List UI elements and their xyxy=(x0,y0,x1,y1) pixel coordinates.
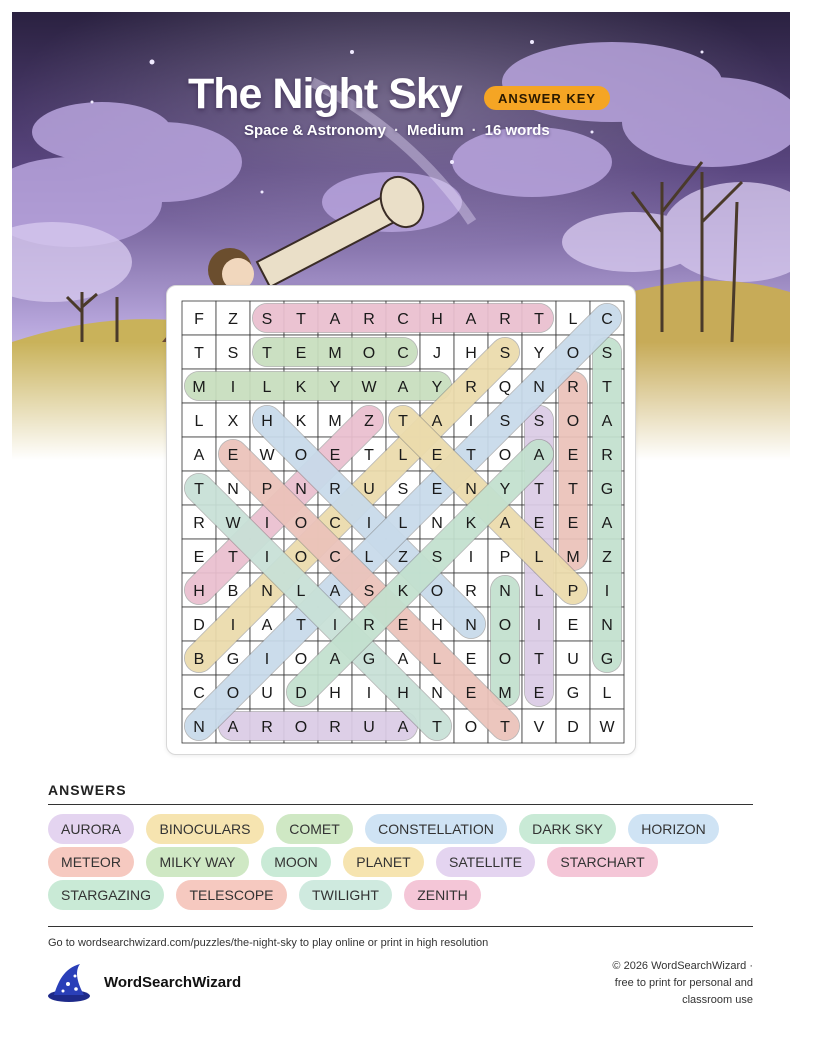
grid-letter: E xyxy=(431,447,443,464)
grid-letter: U xyxy=(261,685,273,702)
grid-letter: A xyxy=(227,719,239,736)
grid-letter: G xyxy=(600,481,614,498)
grid-letter: T xyxy=(568,481,578,498)
grid-letter: D xyxy=(193,617,205,634)
grid-letter: S xyxy=(499,413,511,430)
separator-dot: · xyxy=(393,122,399,139)
divider xyxy=(48,926,753,927)
grid-letter: O xyxy=(226,685,240,702)
grid-letter: H xyxy=(329,685,341,702)
copyright-line: free to print for personal and xyxy=(614,977,753,989)
grid-letter: I xyxy=(536,617,542,634)
wizard-hat-icon xyxy=(46,962,92,1004)
grid-letter: T xyxy=(466,447,476,464)
grid-letter: G xyxy=(566,685,580,702)
grid-letter: Q xyxy=(498,379,512,396)
grid-letter: H xyxy=(431,311,443,328)
grid-letter: C xyxy=(397,311,409,328)
grid-letter: E xyxy=(465,651,477,668)
grid-letter: A xyxy=(193,447,205,464)
grid-letter: T xyxy=(500,719,510,736)
grid-letter: E xyxy=(227,447,239,464)
grid-letter: N xyxy=(431,685,443,702)
grid-letter: M xyxy=(192,379,206,396)
grid-letter: Z xyxy=(364,413,374,430)
grid-letter: G xyxy=(226,651,240,668)
answer-key-badge: ANSWER KEY xyxy=(484,86,610,110)
puzzle-title: The Night Sky xyxy=(188,70,462,118)
grid-letter: R xyxy=(363,311,375,328)
grid-letter: P xyxy=(499,549,511,566)
grid-letter: N xyxy=(601,617,613,634)
answer-chip-planet: PLANET xyxy=(343,847,424,877)
grid-letter: O xyxy=(566,413,580,430)
grid-letter: O xyxy=(294,447,308,464)
answer-chip-satellite: SATELLITE xyxy=(436,847,535,877)
grid-letter: B xyxy=(227,583,239,600)
grid-letter: H xyxy=(465,345,477,362)
grid-letter: Z xyxy=(602,549,612,566)
grid-letter: L xyxy=(398,515,408,532)
grid-letter: E xyxy=(567,617,579,634)
difficulty-label: Medium xyxy=(406,122,464,139)
answer-chip-meteor: METEOR xyxy=(48,847,134,877)
grid-letter: L xyxy=(262,379,272,396)
grid-letter: C xyxy=(193,685,205,702)
grid-letter: T xyxy=(262,345,272,362)
word-count-label: 16 words xyxy=(484,122,550,139)
grid-letter: H xyxy=(431,617,443,634)
grid-letter: E xyxy=(533,685,545,702)
answer-chip-starchart: STARCHART xyxy=(547,847,658,877)
grid-letter: P xyxy=(567,583,579,600)
grid-letter: Y xyxy=(329,379,341,396)
copyright-notice xyxy=(553,958,753,1009)
grid-letter: R xyxy=(363,617,375,634)
grid-letter: T xyxy=(534,651,544,668)
grid-letter: T xyxy=(602,379,612,396)
grid-letter: A xyxy=(601,413,613,430)
grid-letter: A xyxy=(397,651,409,668)
answer-chip-binoculars: BINOCULARS xyxy=(146,814,264,844)
answer-chip-comet: COMET xyxy=(276,814,353,844)
grid-letter: J xyxy=(433,345,441,362)
grid-letter: N xyxy=(431,515,443,532)
grid-letter: T xyxy=(534,481,544,498)
grid-letter: O xyxy=(498,651,512,668)
grid-letter: P xyxy=(261,481,273,498)
answer-chip-twilight: TWILIGHT xyxy=(299,880,392,910)
word-search-grid xyxy=(167,286,635,754)
grid-letter: V xyxy=(533,719,545,736)
grid-letter: C xyxy=(329,549,341,566)
grid-letter: A xyxy=(261,617,273,634)
grid-letter: L xyxy=(534,549,544,566)
grid-letter: N xyxy=(193,719,205,736)
grid-letter: S xyxy=(227,345,239,362)
grid-letter: N xyxy=(499,583,511,600)
grid-letter: N xyxy=(295,481,307,498)
grid-letter: U xyxy=(363,481,375,498)
grid-letter: I xyxy=(264,515,270,532)
grid-letter: I xyxy=(468,549,474,566)
grid-letter: O xyxy=(430,583,444,600)
grid-letter: O xyxy=(498,617,512,634)
grid-letter: Z xyxy=(398,549,408,566)
grid-letter: I xyxy=(366,685,372,702)
grid-letter: I xyxy=(604,583,610,600)
grid-letter: L xyxy=(568,311,578,328)
copyright-line: classroom use xyxy=(682,994,753,1006)
grid-letter: I xyxy=(366,515,372,532)
grid-letter: R xyxy=(329,719,341,736)
grid-letter: O xyxy=(294,719,308,736)
grid-letter: E xyxy=(567,447,579,464)
grid-letter: O xyxy=(464,719,478,736)
grid-letter: X xyxy=(227,413,239,430)
grid-letter: T xyxy=(296,311,306,328)
grid-letter: E xyxy=(193,549,205,566)
grid-letter: Z xyxy=(228,311,238,328)
grid-letter: R xyxy=(329,481,341,498)
grid-letter: S xyxy=(363,583,375,600)
grid-letter: K xyxy=(465,515,477,532)
grid-letter: E xyxy=(465,685,477,702)
grid-letter: M xyxy=(328,413,342,430)
copyright-line: © 2026 WordSearchWizard · xyxy=(612,960,753,972)
grid-letter: A xyxy=(465,311,477,328)
grid-letter: H xyxy=(397,685,409,702)
grid-letter: Y xyxy=(431,379,443,396)
answer-chip-stargazing: STARGAZING xyxy=(48,880,164,910)
grid-letter: R xyxy=(567,379,579,396)
grid-letter: N xyxy=(465,481,477,498)
grid-letter: O xyxy=(294,651,308,668)
grid-letter: R xyxy=(193,515,205,532)
answer-chip-horizon: HORIZON xyxy=(628,814,719,844)
grid-letter: D xyxy=(295,685,307,702)
grid-letter: K xyxy=(295,379,307,396)
answer-chip-dark-sky: DARK SKY xyxy=(519,814,616,844)
grid-letter: T xyxy=(194,481,204,498)
grid-letter: C xyxy=(329,515,341,532)
answer-chip-constellation: CONSTELLATION xyxy=(365,814,507,844)
grid-letter: T xyxy=(432,719,442,736)
grid-letter: K xyxy=(295,413,307,430)
grid-letter: L xyxy=(534,583,544,600)
grid-letter: T xyxy=(534,311,544,328)
separator-dot: · xyxy=(471,122,477,139)
grid-letter: N xyxy=(533,379,545,396)
grid-letter: W xyxy=(225,515,241,532)
grid-letter: S xyxy=(601,345,613,362)
grid-letter: T xyxy=(364,447,374,464)
grid-letter: O xyxy=(294,515,308,532)
grid-letter: M xyxy=(328,345,342,362)
grid-letter: A xyxy=(329,311,341,328)
grid-letter: A xyxy=(431,413,443,430)
grid-letter: L xyxy=(296,583,306,600)
grid-letter: S xyxy=(397,481,409,498)
grid-letter: N xyxy=(465,617,477,634)
grid-letter: E xyxy=(567,515,579,532)
grid-letter: I xyxy=(264,651,270,668)
grid-letter: A xyxy=(329,583,341,600)
grid-letter: A xyxy=(397,379,409,396)
grid-letter: A xyxy=(601,515,613,532)
answers-heading: ANSWERS xyxy=(48,782,127,798)
footer-url-text: Go to wordsearchwizard.com/puzzles/the-night-sky to play online or print in high resolution xyxy=(48,937,489,949)
grid-letter: L xyxy=(364,549,374,566)
grid-letter: A xyxy=(397,719,409,736)
grid-letter: O xyxy=(566,345,580,362)
grid-letter: N xyxy=(261,583,273,600)
grid-letter: H xyxy=(193,583,205,600)
grid-letter: K xyxy=(397,583,409,600)
grid-letter: S xyxy=(499,345,511,362)
grid-letter: S xyxy=(261,311,273,328)
answer-chip-milky-way: MILKY WAY xyxy=(146,847,249,877)
grid-letter: O xyxy=(294,549,308,566)
grid-letter: F xyxy=(194,311,204,328)
grid-letter: N xyxy=(227,481,239,498)
answer-chip-moon: MOON xyxy=(261,847,331,877)
answer-chip-aurora: AURORA xyxy=(48,814,134,844)
brand-name: WordSearchWizard xyxy=(104,974,242,991)
puzzle-card xyxy=(166,285,636,755)
grid-letter: T xyxy=(398,413,408,430)
grid-letter: E xyxy=(397,617,409,634)
grid-letter: T xyxy=(296,617,306,634)
grid-letter: B xyxy=(193,651,205,668)
grid-letter: C xyxy=(601,311,613,328)
grid-letter: W xyxy=(361,379,377,396)
grid-letter: L xyxy=(432,651,442,668)
grid-letter: W xyxy=(259,447,275,464)
grid-letter: I xyxy=(332,617,338,634)
divider xyxy=(48,804,753,805)
grid-letter: A xyxy=(499,515,511,532)
grid-letter: O xyxy=(362,345,376,362)
grid-letter: S xyxy=(533,413,545,430)
grid-letter: D xyxy=(567,719,579,736)
answer-chip-zenith: ZENITH xyxy=(404,880,481,910)
grid-letter: I xyxy=(230,617,236,634)
grid-letter: A xyxy=(329,651,341,668)
grid-letter: M xyxy=(498,685,512,702)
grid-letter: T xyxy=(194,345,204,362)
grid-letter: L xyxy=(602,685,612,702)
grid-letter: E xyxy=(329,447,341,464)
grid-letter: U xyxy=(567,651,579,668)
grid-letter: M xyxy=(566,549,580,566)
grid-letter: I xyxy=(264,549,270,566)
grid-letter: R xyxy=(465,379,477,396)
grid-letter: O xyxy=(498,447,512,464)
grid-letter: L xyxy=(398,447,408,464)
grid-letter: L xyxy=(194,413,204,430)
grid-letter: R xyxy=(261,719,273,736)
grid-letter: E xyxy=(295,345,307,362)
grid-letter: I xyxy=(230,379,236,396)
answer-chip-telescope: TELESCOPE xyxy=(176,880,287,910)
grid-letter: R xyxy=(465,583,477,600)
grid-letter: Y xyxy=(499,481,511,498)
grid-letter: E xyxy=(533,515,545,532)
category-label: Space & Astronomy xyxy=(244,122,386,139)
grid-letter: Y xyxy=(533,345,545,362)
grid-letter: A xyxy=(533,447,545,464)
grid-letter: G xyxy=(362,651,376,668)
grid-letter: R xyxy=(601,447,613,464)
grid-letter: H xyxy=(261,413,273,430)
grid-letter: W xyxy=(599,719,615,736)
grid-letter: T xyxy=(228,549,238,566)
grid-letter: S xyxy=(431,549,443,566)
grid-letter: G xyxy=(600,651,614,668)
grid-letter: R xyxy=(499,311,511,328)
grid-letter: I xyxy=(468,413,474,430)
grid-letter: E xyxy=(431,481,443,498)
puzzle-meta xyxy=(244,122,550,139)
grid-letter: C xyxy=(397,345,409,362)
grid-letter: U xyxy=(363,719,375,736)
